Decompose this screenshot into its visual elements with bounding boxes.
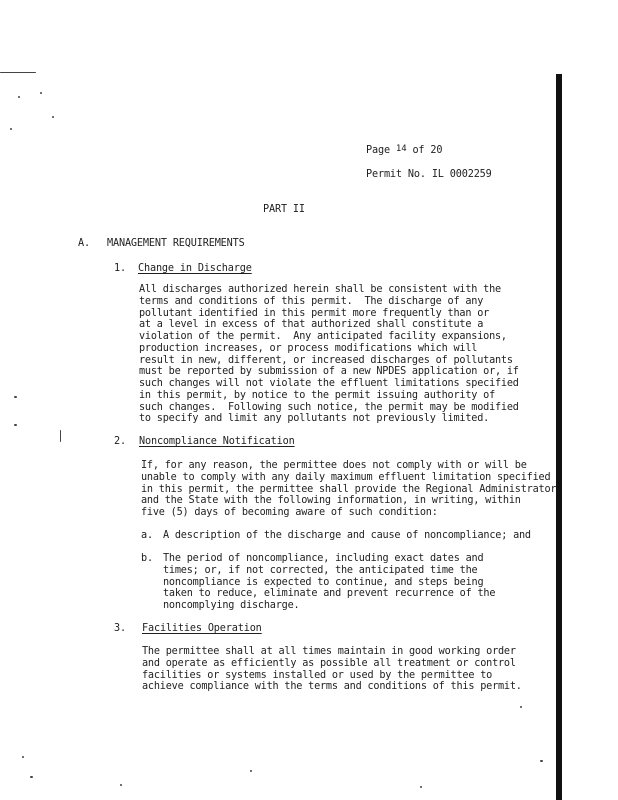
paragraph-line: If, for any reason, the permittee does not comply with or will be	[141, 460, 527, 471]
paragraph-line: five (5) days of becoming aware of such condition:	[141, 507, 438, 518]
scan-speck	[420, 786, 422, 788]
paragraph-line: in this permit, the permittee shall provide the Regional Administrator	[141, 483, 557, 495]
paragraph-line: achieve compliance with the terms and conditions of this permit.	[142, 681, 522, 693]
scan-speck	[14, 424, 17, 426]
paragraph-line: The permittee shall at all times maintain in good working order	[142, 646, 516, 657]
page-number-line	[366, 145, 442, 158]
scan-speck	[540, 760, 543, 762]
scan-speck	[30, 776, 33, 778]
item-1-heading: Change in Discharge	[138, 263, 252, 274]
scan-speck	[250, 770, 252, 772]
section-title: MANAGEMENT REQUIREMENTS	[107, 238, 245, 249]
scan-speck	[14, 396, 17, 398]
scan-edge-shadow	[556, 74, 562, 800]
paragraph-line: such changes will not violate the effluent limitations specified	[139, 378, 519, 389]
page-total: of 20	[412, 145, 443, 156]
scan-speck	[22, 756, 24, 758]
scan-speck	[520, 706, 522, 708]
page-number: 14	[395, 144, 407, 154]
paragraph-line: to specify and limit any pollutants not previously limited.	[139, 413, 490, 425]
paragraph-line: must be reported by submission of a new NPDES application or, if	[139, 366, 519, 378]
page-label: Page	[366, 145, 390, 156]
item-2-paragraph	[141, 460, 556, 519]
paragraph-line: noncomplying discharge.	[163, 600, 300, 611]
scan-speck	[60, 430, 61, 442]
paragraph-line: terms and conditions of this permit. The discharge of any	[139, 295, 484, 307]
paragraph-line: and the State with the following information, in writing, within	[141, 495, 521, 507]
subitem-a-paragraph	[163, 530, 531, 542]
scan-speck	[40, 92, 42, 94]
subitem-a-letter: a.	[141, 530, 153, 541]
item-2-number: 2.	[114, 436, 126, 447]
paragraph-line: All discharges authorized herein shall be consistent with the	[139, 284, 501, 295]
item-1-paragraph	[139, 284, 519, 425]
item-1-number: 1.	[114, 263, 126, 274]
paragraph-line: times; or, if not corrected, the anticipated time the	[163, 564, 478, 576]
paragraph-line: pollutant identified in this permit more frequently than or	[139, 307, 490, 319]
subitem-b-paragraph	[163, 553, 495, 612]
subitem-b-letter: b.	[141, 553, 153, 564]
paragraph-line: facilities or systems installed or used by the permittee to	[142, 669, 493, 681]
permit-number: Permit No. IL 0002259	[366, 169, 492, 180]
item-2-heading: Noncompliance Notification	[139, 436, 295, 447]
paragraph-line: violation of the permit. Any anticipated facility expansions,	[139, 331, 507, 342]
paragraph-line: such changes. Following such notice, the permit may be modified	[139, 401, 519, 413]
paragraph-line: at a level in excess of that authorized shall constitute a	[139, 319, 484, 331]
part-title: PART II	[263, 204, 305, 215]
paragraph-line: in this permit, by notice to the permit issuing authority of	[139, 389, 496, 401]
scan-speck	[52, 116, 54, 118]
paragraph-line: and operate as efficiently as possible all treatment or control	[142, 657, 516, 669]
paragraph-line: result in new, different, or increased discharges of pollutants	[139, 354, 513, 366]
item-3-heading: Facilities Operation	[142, 623, 262, 634]
paragraph-line: noncompliance is expected to continue, and steps being	[163, 576, 484, 588]
item-3-number: 3.	[114, 623, 126, 634]
paragraph-line: unable to comply with any daily maximum effluent limitation specified	[141, 471, 551, 483]
item-3-paragraph	[142, 646, 522, 693]
scan-speck	[0, 72, 36, 73]
paragraph-line: production increases, or process modifications which will	[139, 342, 478, 354]
scan-speck	[120, 784, 122, 786]
scan-speck	[10, 128, 12, 130]
paragraph-line: taken to reduce, eliminate and prevent recurrence of the	[163, 588, 496, 600]
section-letter: A.	[78, 238, 90, 249]
paragraph-line: A description of the discharge and cause of noncompliance; and	[163, 530, 531, 541]
scan-speck	[18, 96, 20, 98]
paragraph-line: The period of noncompliance, including exact dates and	[163, 553, 484, 564]
